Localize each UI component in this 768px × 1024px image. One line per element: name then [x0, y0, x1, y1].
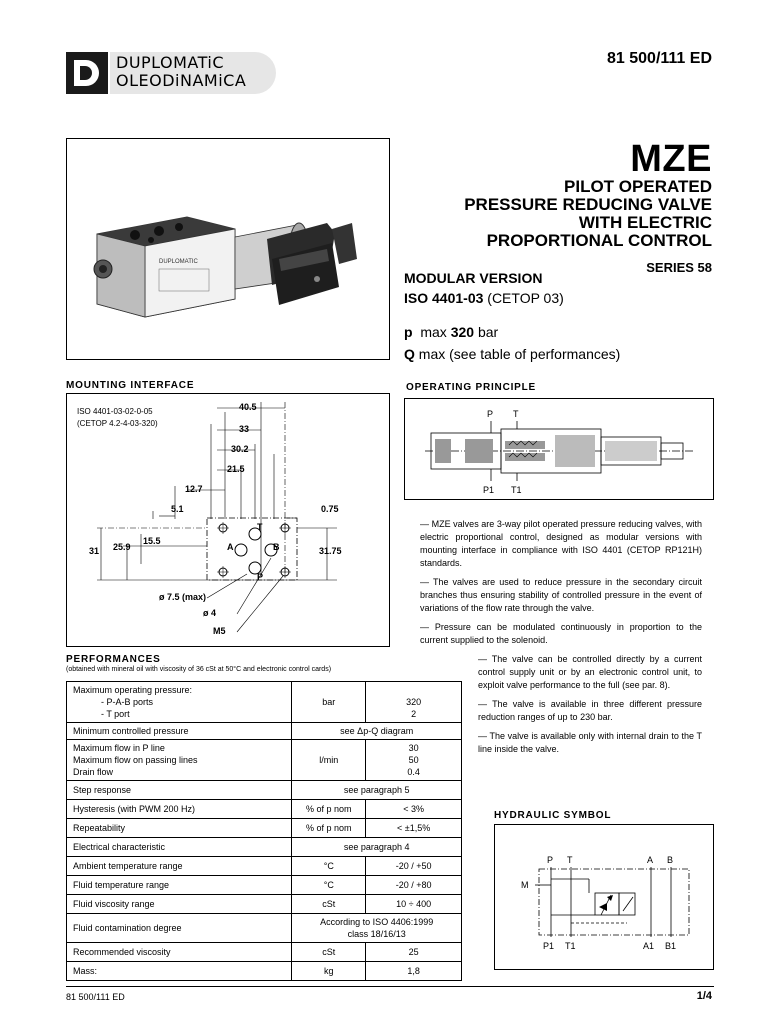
table-cell: < ±1,5%	[366, 819, 462, 838]
footer-document-number: 81 500/111 ED	[66, 992, 125, 1002]
title-line-4: PROPORTIONAL CONTROL	[486, 231, 712, 250]
table-cell: Hysteresis (with PWM 200 Hz)	[67, 800, 292, 819]
table-cell: 10 ÷ 400	[366, 895, 462, 914]
table-cell: l/min	[292, 740, 366, 781]
table-cell: Ambient temperature range	[67, 857, 292, 876]
op-sub-paragraph-1-text: The valve can be controlled directly by a current control supply unit or by an electronic control unit, to exploit valve performance to the full (see par. 8).	[478, 654, 702, 690]
q-symbol: Q	[404, 346, 415, 362]
table-cell: -20 / +80	[366, 876, 462, 895]
dim-21-5: 21.5	[227, 464, 245, 474]
p-max-text: max	[420, 324, 447, 340]
table-cell: cSt	[292, 943, 366, 962]
table-cell: % of p nom	[292, 800, 366, 819]
table-cell: Recommended viscosity	[67, 943, 292, 962]
table-cell: °C	[292, 857, 366, 876]
op-label-t1: T1	[511, 485, 522, 495]
dim-15-5: 15.5	[143, 536, 161, 546]
title-line-2: PRESSURE REDUCING VALVE	[464, 195, 712, 214]
table-cell: Mass:	[67, 962, 292, 981]
row-value: 0.4	[407, 767, 420, 777]
port-p-label: P	[257, 572, 264, 582]
operating-principle-text	[420, 518, 702, 762]
table-cell: bar	[292, 682, 366, 723]
table-row	[67, 838, 462, 857]
max-flow-line	[404, 346, 620, 362]
dim-31: 31	[89, 546, 100, 556]
table-row	[67, 740, 462, 781]
op-sub-paragraph-1: — The valve can be controlled directly by a current control supply unit or by an electronic control unit, to exploit valve performance to the full (see par. 8).	[478, 654, 702, 690]
table-cell: Electrical characteristic	[67, 838, 292, 857]
op-paragraph-2-text: The valves are used to reduce pressure in the secondary circuit branches thus ensuring stability of controlled pressure in the event of variations of the flow rate through the valve.	[420, 577, 702, 613]
op-sub-paragraph-3: — The valve is available only with internal drain to the T line inside the valve.	[478, 731, 702, 754]
product-code: MZE	[630, 138, 712, 180]
table-cell: °C	[292, 876, 366, 895]
company-logo	[66, 50, 276, 96]
hyd-label-p1: P1	[543, 941, 555, 951]
dim-33: 33	[239, 424, 250, 434]
hyd-label-b1: B1	[665, 941, 677, 951]
op-paragraph-3-text: Pressure can be modulated continuously in proportion to the current supplied to the solenoid.	[420, 622, 702, 645]
title-line-3: WITH ELECTRIC	[578, 213, 712, 232]
row-value: class 18/16/13	[347, 929, 406, 939]
table-cell: Fluid temperature range	[67, 876, 292, 895]
row-label: Maximum operating pressure:	[73, 685, 193, 695]
dim-phi-7-5: ø 7.5 (max)	[159, 592, 207, 602]
op-sub-paragraph-2-text: The valve is available in three different pressure reduction ranges of up to 230 bar.	[478, 699, 702, 722]
dim-12-7: 12.7	[185, 484, 203, 494]
table-cell: Fluid contamination degree	[67, 914, 292, 943]
cetop-code: (CETOP 03)	[483, 290, 564, 306]
table-row	[67, 962, 462, 981]
hydraulic-symbol-diagram	[495, 825, 713, 969]
iso-standard-label	[404, 290, 564, 306]
hyd-label-a: A	[647, 855, 654, 865]
table-row	[67, 800, 462, 819]
op-label-p1: P1	[483, 485, 495, 495]
performances-table	[66, 681, 462, 981]
op-sub-paragraph-2: — The valve is available in three different pressure reduction ranges of up to 230 bar.	[478, 699, 702, 722]
valve-section-drawing	[405, 399, 713, 499]
op-paragraph-1: — MZE valves are 3-way pilot operated pressure reducing valves, with electric proportional control, designed as modular versions with mounting interface in compliance with ISO 4401 (CETOP RP121H) standards.	[420, 519, 702, 568]
table-cell: see paragraph 5	[292, 781, 462, 800]
table-cell: cSt	[292, 895, 366, 914]
series-label: SERIES 58	[646, 260, 712, 275]
op-label-p: P	[487, 409, 494, 419]
dim-30-2: 30.2	[231, 444, 249, 454]
mounting-standard-2: (CETOP 4.2-4-03-320)	[77, 419, 158, 428]
row-label: Maximum flow in P line	[73, 743, 165, 753]
mounting-standard-1: ISO 4401-03-02-0-05	[77, 407, 153, 416]
row-label: Drain flow	[73, 767, 114, 777]
modular-version-label: MODULAR VERSION	[404, 270, 543, 286]
p-symbol: p	[404, 324, 413, 340]
q-max-text: max (see table of performances)	[418, 346, 621, 362]
table-row	[67, 682, 462, 723]
p-unit: bar	[477, 324, 499, 340]
logo-line1: DUPLOMATiC	[116, 53, 225, 72]
row-value: 50	[408, 755, 419, 765]
table-cell: < 3%	[366, 800, 462, 819]
row-value: 320	[406, 697, 422, 707]
max-pressure-line	[404, 324, 498, 340]
row-label: Maximum flow on passing lines	[73, 755, 198, 765]
table-cell: 25	[366, 943, 462, 962]
table-row	[67, 876, 462, 895]
duplomatic-d-icon	[66, 50, 112, 96]
table-cell: % of p nom	[292, 819, 366, 838]
table-cell: -20 / +50	[366, 857, 462, 876]
table-cell	[366, 740, 462, 781]
mounting-dimension-drawing	[67, 394, 389, 646]
op-sub-paragraph-3-text: The valve is available only with internal drain to the T line inside the valve.	[478, 731, 702, 754]
dim-5-1: 5.1	[171, 504, 184, 514]
table-row	[67, 857, 462, 876]
table-cell: 1,8	[366, 962, 462, 981]
page-number: 1/4	[696, 990, 712, 1002]
table-cell: see paragraph 4	[292, 838, 462, 857]
title-line-1: PILOT OPERATED	[564, 177, 712, 196]
document-number: 81 500/111 ED	[607, 50, 712, 67]
product-photo	[66, 138, 390, 360]
photo-brand-label: DUPLOMATIC	[159, 259, 198, 265]
table-cell: Minimum controlled pressure	[67, 723, 292, 740]
table-cell: Step response	[67, 781, 292, 800]
table-row	[67, 723, 462, 740]
hyd-label-a1: A1	[643, 941, 655, 951]
operating-principle-heading: OPERATING PRINCIPLE	[406, 382, 537, 393]
mounting-interface-heading: MOUNTING INTERFACE	[66, 380, 195, 391]
performances-note: (obtained with mineral oil with viscosity of 36 cSt at 50°C and electronic control cards)	[66, 666, 332, 673]
table-row	[67, 819, 462, 838]
hyd-label-t1: T1	[565, 941, 576, 951]
table-row	[67, 895, 462, 914]
op-paragraph-1-text: MZE valves are 3-way pilot operated pressure reducing valves, with electric proportional control, designed as modular versions with mounting interface in compliance with ISO 4401 (CETOP RP121H) standards.	[420, 519, 702, 568]
dim-40-5: 40.5	[239, 402, 257, 412]
dim-31-75: 31.75	[319, 546, 342, 556]
table-cell: Fluid viscosity range	[67, 895, 292, 914]
port-a-label: A	[227, 542, 234, 552]
hydraulic-symbol-drawing	[494, 824, 714, 970]
dim-25-9: 25.9	[113, 542, 131, 552]
table-cell	[67, 682, 292, 723]
hydraulic-symbol-heading: HYDRAULIC SYMBOL	[494, 810, 612, 821]
table-row	[67, 781, 462, 800]
iso-code: ISO 4401-03	[404, 290, 484, 306]
footer-divider	[66, 986, 714, 987]
port-b-label: B	[273, 542, 280, 552]
port-t-label: T	[257, 522, 263, 532]
dim-phi-4: ø 4	[203, 608, 217, 618]
operating-principle-drawing	[404, 398, 714, 500]
op-paragraph-2: — The valves are used to reduce pressure in the secondary circuit branches thus ensuring stability of controlled pressure in the event of variations of the flow rate through the valve.	[420, 577, 702, 613]
logo-text	[116, 54, 246, 90]
table-cell	[292, 914, 462, 943]
table-cell: Repeatability	[67, 819, 292, 838]
row-sublabel: - P-A-B ports	[101, 697, 154, 707]
p-max-value: 320	[450, 324, 475, 340]
table-cell	[67, 740, 292, 781]
hyd-label-p: P	[547, 855, 554, 865]
logo-line2: OLEODiNAMiCA	[116, 71, 247, 90]
op-label-t: T	[513, 409, 519, 419]
row-value: According to ISO 4406:1999	[320, 917, 434, 927]
hyd-label-t: T	[567, 855, 573, 865]
performances-heading: PERFORMANCES	[66, 654, 161, 665]
hyd-label-b: B	[667, 855, 674, 865]
dim-m5: M5	[213, 626, 226, 636]
table-cell: see Δp-Q diagram	[292, 723, 462, 740]
hyd-label-m: M	[521, 880, 529, 890]
product-title	[392, 178, 712, 250]
row-value: 2	[411, 709, 417, 719]
table-row	[67, 914, 462, 943]
dim-0-75: 0.75	[321, 504, 339, 514]
row-value: 30	[408, 743, 419, 753]
table-row	[67, 943, 462, 962]
valve-photo-illustration	[67, 139, 389, 359]
table-cell: kg	[292, 962, 366, 981]
op-paragraph-3: — Pressure can be modulated continuously in proportion to the current supplied to the solenoid.	[420, 622, 702, 645]
row-sublabel: - T port	[101, 709, 130, 719]
mounting-interface-drawing	[66, 393, 390, 647]
table-cell	[366, 682, 462, 723]
